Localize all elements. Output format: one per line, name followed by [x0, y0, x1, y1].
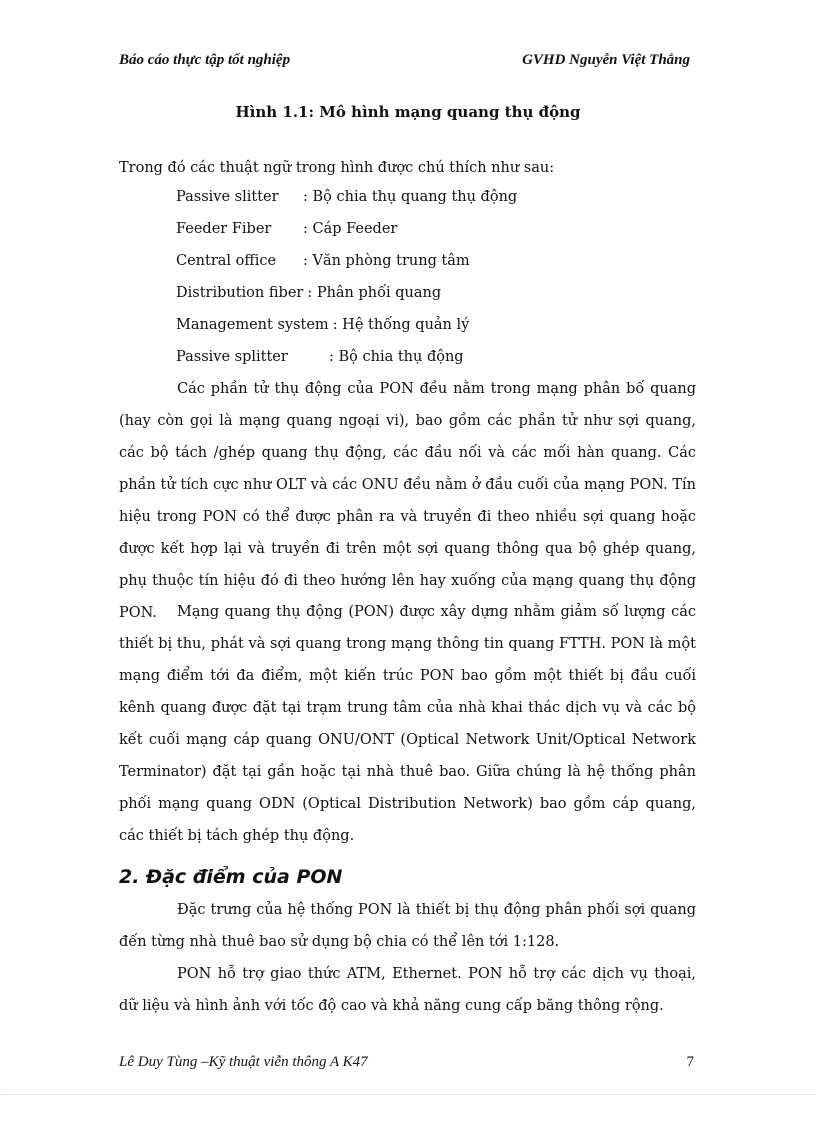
- term-row: [176, 213, 517, 245]
- term-name: Central office: [176, 253, 277, 269]
- term-row: [176, 277, 517, 309]
- term-definition: : Bộ chia thụ động: [329, 349, 464, 365]
- term-name: Passive slitter: [176, 189, 279, 205]
- report-title: Báo cáo thực tập tốt nghiệp: [119, 52, 291, 68]
- paragraph-pon-characteristic: Đặc trưng của hệ thống PON là thiết bị thụ động phân phối sợi quang đến từng nhà thuê bao sử dụng bộ chia có thể lên tới 1:128.: [119, 902, 696, 950]
- terms-list: [176, 181, 517, 373]
- term-definition: : Bộ chia thụ quang thụ động: [303, 189, 518, 205]
- term-row: [176, 245, 517, 277]
- term-row: [176, 341, 517, 373]
- term-row: [176, 181, 517, 213]
- term-name: Feeder Fiber: [176, 221, 272, 237]
- figure-caption: Hình 1.1: Mô hình mạng quang thụ động: [235, 103, 581, 121]
- term-row: [176, 309, 517, 341]
- section-heading: 2. Đặc điểm của PON: [119, 866, 343, 888]
- paragraph-pon-services: PON hỗ trợ giao thức ATM, Ethernet. PON hỗ trợ các dịch vụ thoại, dữ liệu và hình ảnh với tốc độ cao và khả năng cung cấp băng thông rộng.: [119, 966, 696, 1014]
- paragraph-passive-elements: Các phần tử thụ động của PON đều nằm trong mạng phân bố quang (hay còn gọi là mạng quang ngoại vi), bao gồm các phần tử như sợi quang, các bộ tách /ghép quang thụ động, các đầu nối và các mối hàn quang. Các phần tử tích cực như OLT và các ONU đều nằm ở đầu cuối của mạng PON. Tín hiệu trong PON có thể được phân ra và truyền đi theo nhiều sợi quang hoặc được kết hợp lại và truyền đi trên một sợi quang thông qua bộ ghép quang, phụ thuộc tín hiệu đó đi theo hướng lên hay xuống của mạng quang thụ động PON.: [119, 381, 696, 621]
- term-definition: : Văn phòng trung tâm: [303, 253, 470, 269]
- term-definition: : Cáp Feeder: [303, 221, 398, 237]
- paragraph-pon-architecture: Mạng quang thụ động (PON) được xây dựng nhằm giảm số lượng các thiết bị thu, phát và sợi quang trong mạng thông tin quang FTTH. PON là một mạng điểm tới đa điểm, một kiến trúc PON bao gồm một thiết bị đầu cuối kênh quang được đặt tại trạm trung tâm của nhà khai thác dịch vụ và các bộ kết cuối mạng cáp quang ONU/ONT (Optical Network Unit/Optical Network Terminator) đặt tại gần hoặc tại nhà thuê bao. Giữa chúng là hệ thống phân phối mạng quang ODN (Optical Distribution Network) bao gồm cáp quang, các thiết bị tách ghép thụ động.: [119, 604, 696, 844]
- terms-intro: Trong đó các thuật ngữ trong hình được chú thích như sau:: [119, 160, 555, 176]
- term-name: Management system: [176, 317, 329, 333]
- term-definition: : Hệ thống quản lý: [332, 317, 470, 333]
- page-divider: [0, 1094, 816, 1095]
- term-definition: : Phân phối quang: [307, 285, 442, 301]
- term-name: Passive splitter: [176, 349, 288, 365]
- page-number: 7: [686, 1054, 694, 1070]
- author-line: Lê Duy Tùng –Kỹ thuật viễn thông A K47: [119, 1054, 368, 1070]
- advisor-name: GVHD Nguyễn Việt Thắng: [522, 52, 690, 68]
- term-name: Distribution fiber: [176, 285, 304, 301]
